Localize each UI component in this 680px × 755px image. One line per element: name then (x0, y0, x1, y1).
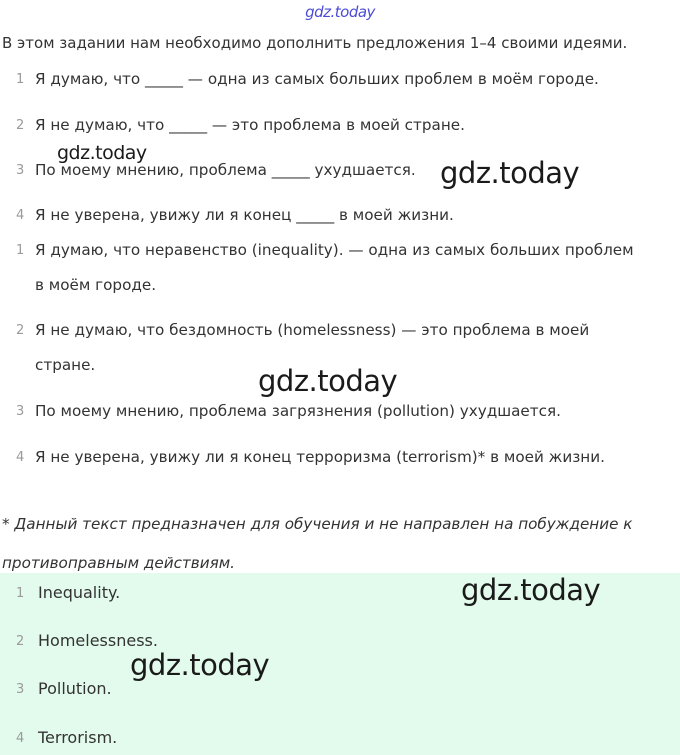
item-text: По моему мнению, проблема _____ ухудшается. (35, 161, 416, 179)
watermark: gdz.today (57, 142, 147, 164)
item-text: Я не думаю, что _____ — это проблема в моей стране. (35, 116, 465, 134)
disclaimer-note: * Данный текст предназначен для обучения и не направлен на побуждение к противоправным действиям. (2, 515, 633, 572)
item-text: По моему мнению, проблема загрязнения (pollution) ухудшается. (35, 402, 561, 420)
item-number: 1 (16, 243, 25, 258)
item-text: Я думаю, что неравенство (inequality). — одна из самых больших проблем в моём городе. (35, 241, 634, 294)
item-text: Homelessness. (38, 631, 158, 650)
item-number: 4 (16, 731, 25, 746)
filled-item-4 (0, 440, 670, 475)
watermark: gdz.today (440, 156, 580, 190)
item-text: Я думаю, что _____ — одна из самых больших проблем в моём городе. (35, 70, 599, 88)
task-intro: В этом задании нам необходимо дополнить предложения 1–4 своими идеями. (2, 34, 628, 52)
item-number: 2 (16, 323, 25, 338)
template-item-1 (0, 62, 670, 97)
item-number: 2 (16, 118, 25, 133)
watermark: gdz.today (130, 648, 270, 682)
item-text: Inequality. (38, 583, 121, 602)
item-number: 3 (16, 163, 25, 178)
answer-item-4 (0, 728, 117, 748)
site-logo[interactable]: gdz.today (305, 3, 375, 21)
item-text: Я не уверена, увижу ли я конец терроризма (terrorism)* в моей жизни. (35, 448, 605, 466)
item-number: 3 (16, 404, 25, 419)
item-number: 4 (16, 450, 25, 465)
item-number: 1 (16, 72, 25, 87)
item-number: 2 (16, 634, 25, 649)
watermark: gdz.today (461, 573, 601, 607)
filled-item-3 (0, 394, 670, 429)
template-item-4 (0, 198, 670, 233)
item-text: Pollution. (38, 679, 112, 698)
item-text: Я не думаю, что бездомность (homelessness) — это проблема в моей стране. (35, 321, 590, 374)
item-number: 3 (16, 682, 25, 697)
answer-item-3 (0, 679, 112, 699)
item-number: 4 (16, 208, 25, 223)
item-number: 1 (16, 586, 25, 601)
answer-item-1 (0, 583, 120, 603)
watermark: gdz.today (258, 364, 398, 398)
filled-item-1 (0, 233, 640, 303)
template-item-2 (0, 108, 670, 143)
item-text: Terrorism. (38, 728, 118, 747)
item-text: Я не уверена, увижу ли я конец _____ в моей жизни. (35, 206, 454, 224)
